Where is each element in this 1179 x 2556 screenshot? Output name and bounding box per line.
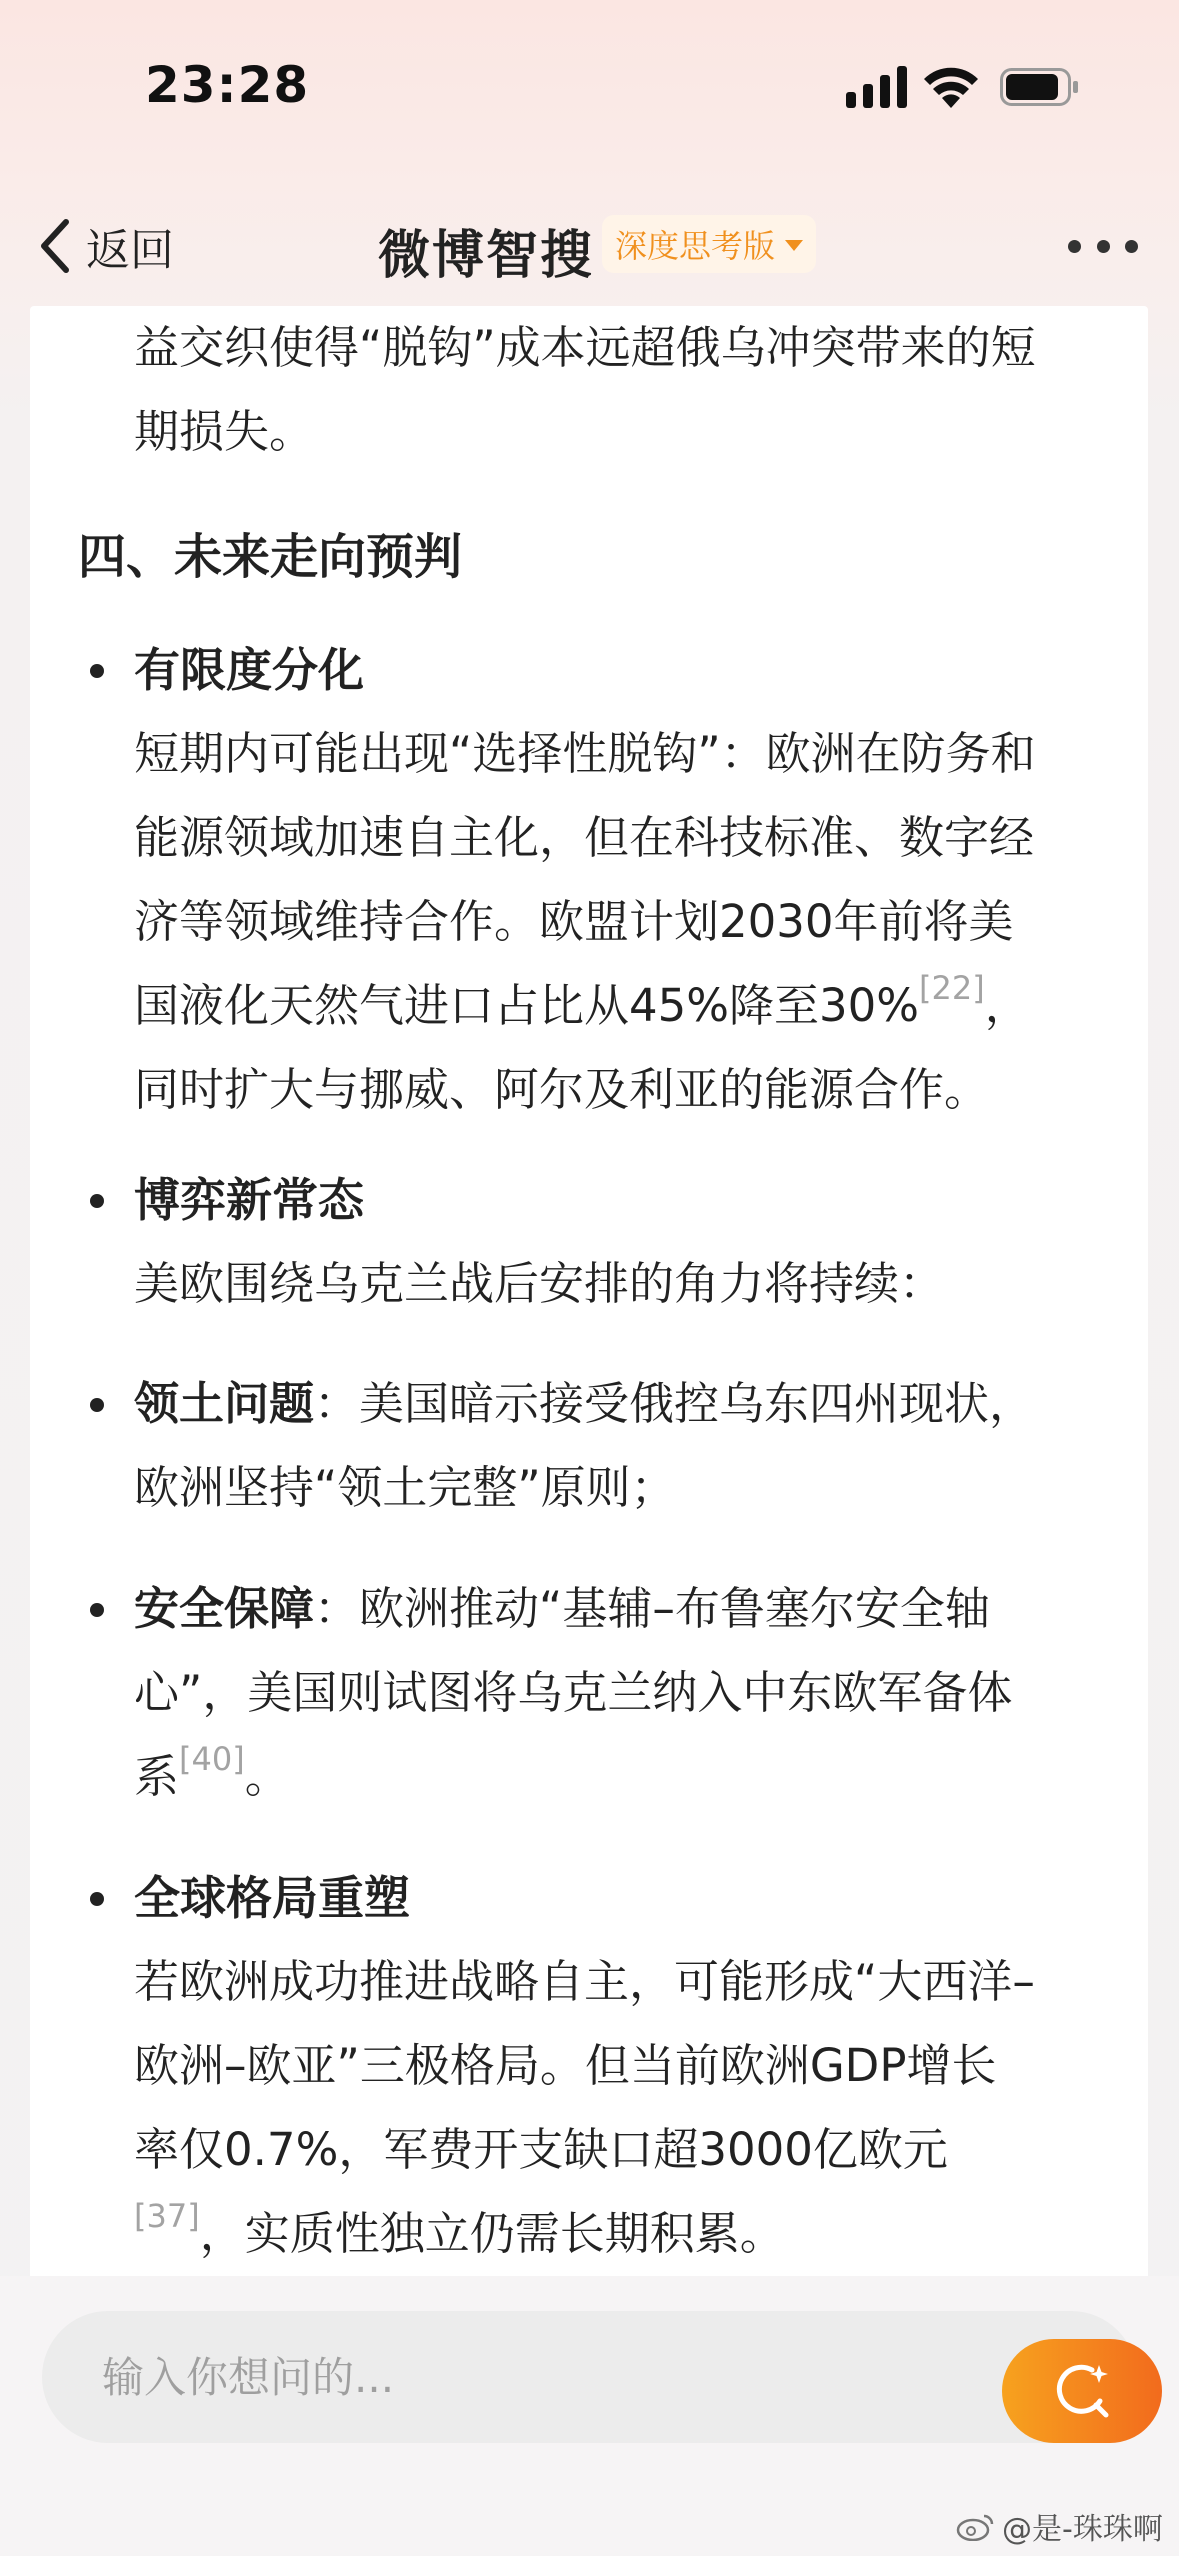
bullet-dot — [90, 1892, 104, 1906]
more-dots-icon[interactable] — [1068, 235, 1138, 257]
ai-search-icon — [1052, 2361, 1112, 2421]
bullet-text-line: 短期内可能出现“选择性脱钩”：欧洲在防务和 — [134, 727, 1036, 780]
bullet-dot — [90, 1398, 104, 1412]
bullet-text-line: 欧洲坚持“领土完整”原则； — [134, 1461, 676, 1514]
bullet-text: 国液化天然气进口占比从45%降至30% — [134, 979, 920, 1032]
page-title: 微博智搜 — [378, 226, 595, 286]
back-chevron-icon — [36, 216, 76, 276]
battery-icon — [1000, 68, 1080, 106]
mode-dropdown[interactable] — [602, 215, 816, 273]
weibo-logo-icon — [956, 2511, 996, 2541]
wifi-icon — [924, 64, 978, 108]
bullet-text-line — [134, 2192, 1134, 2276]
bullet-text-line: 心”，美国则试图将乌克兰纳入中东欧军备体 — [134, 1666, 1013, 1719]
bullet-title: 有限度分化 — [134, 643, 364, 697]
bullet-text-line: 美欧围绕乌克兰战后安排的角力将持续： — [134, 1257, 945, 1310]
answer-content — [30, 306, 1148, 2276]
bullet-text: ：欧洲推动“基辅–布鲁塞尔安全轴 — [314, 1582, 990, 1635]
bullet-text: ：美国暗示接受俄控乌东四州现状， — [314, 1377, 1035, 1430]
status-bar — [0, 0, 1179, 170]
bullet-text-line: 能源领域加速自主化，但在科技标准、数字经 — [134, 811, 1035, 864]
question-box — [42, 2311, 1137, 2443]
bullet-text-line: 欧洲–欧亚”三极格局。但当前欧洲GDP增长 — [134, 2039, 997, 2092]
caret-down-icon — [785, 240, 803, 251]
send-button[interactable] — [1002, 2339, 1162, 2443]
bullet-text-line — [134, 1735, 1134, 1819]
watermark — [956, 2504, 1163, 2548]
citation-ref[interactable]: [37] — [134, 2197, 200, 2235]
intro-line: 期损失。 — [134, 405, 315, 458]
bullet-text-line: 济等领域维持合作。欧盟计划2030年前将美 — [134, 895, 1014, 948]
bullet-text-line — [134, 1567, 1134, 1651]
citation-ref[interactable]: [40] — [179, 1740, 245, 1778]
bullet-text: ，实质性独立仍需长期积累。 — [199, 2207, 785, 2260]
bullet-dot — [90, 1603, 104, 1617]
watermark-text: @是-珠珠啊 — [1002, 2512, 1163, 2547]
bullet-label: 领土问题 — [134, 1377, 315, 1430]
status-time: 23:28 — [145, 56, 310, 114]
intro-line: 益交织使得“脱钩”成本远超俄乌冲突带来的短 — [134, 321, 1036, 374]
bullet-title: 博弈新常态 — [134, 1173, 364, 1227]
bullet-text-line: 若欧洲成功推进战略自主，可能形成“大西洋– — [134, 1955, 1035, 2008]
bullet-text-line: 率仅0.7%，军费开支缺口超3000亿欧元 — [134, 2123, 948, 2176]
bullet-title: 全球格局重塑 — [134, 1871, 410, 1925]
bullet-text-line — [134, 1362, 1134, 1446]
bullet-text: ， — [984, 979, 1030, 1032]
cellular-signal-icon — [846, 66, 908, 108]
bullet-text: 。 — [244, 1750, 290, 1803]
bullet-text-line: 同时扩大与挪威、阿尔及利亚的能源合作。 — [134, 1063, 990, 1116]
section-heading: 四、未来走向预判 — [78, 529, 463, 585]
citation-ref[interactable]: [22] — [919, 969, 985, 1007]
bullet-dot — [90, 1194, 104, 1208]
bullet-dot — [90, 664, 104, 678]
bullet-text: 系 — [134, 1750, 180, 1803]
question-input[interactable] — [102, 2311, 962, 2443]
back-label: 返回 — [86, 225, 174, 276]
back-button[interactable] — [36, 211, 174, 281]
mode-label: 深度思考版 — [614, 227, 775, 265]
bullet-label: 安全保障 — [134, 1582, 315, 1635]
bullet-text-line — [134, 964, 1134, 1048]
nav-bar — [0, 195, 1179, 295]
